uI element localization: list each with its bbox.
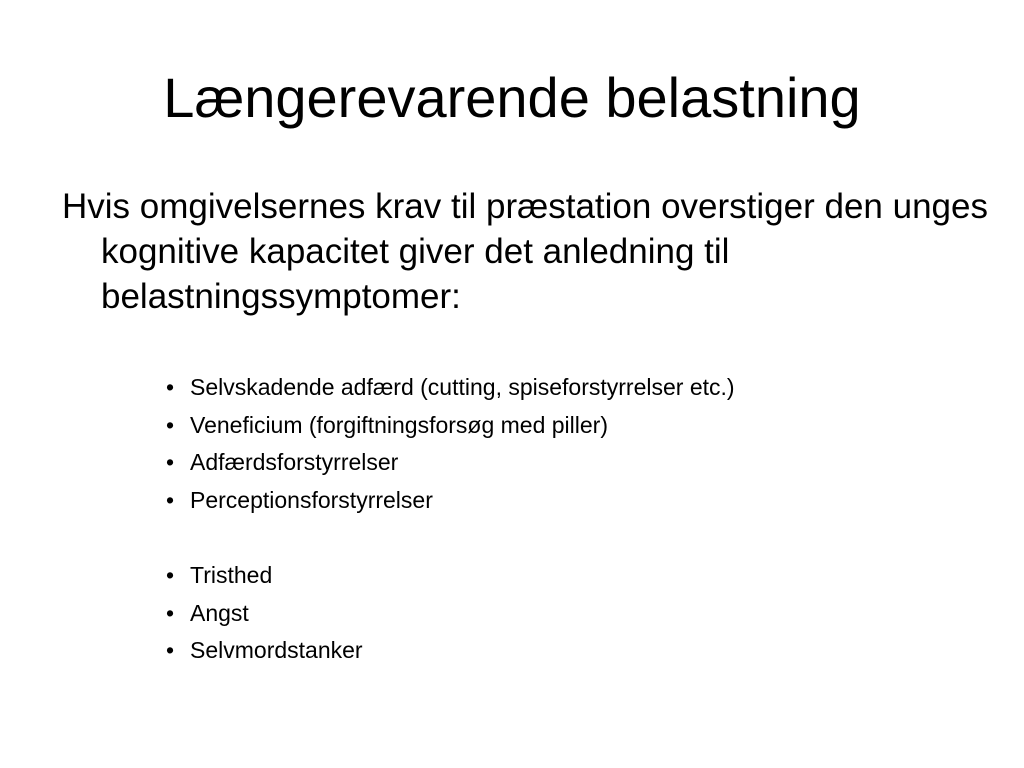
list-item-label: Veneficium (forgiftningsforsøg med piller) — [190, 411, 608, 438]
slide-title: Længerevarende belastning — [163, 66, 861, 129]
list-item-label: Angst — [190, 599, 249, 626]
list-item-label: Tristhed — [190, 562, 273, 588]
list-item — [162, 369, 735, 407]
list-item — [162, 482, 735, 520]
list-item-label: Selvskadende adfærd (cutting, spiseforstyrrelser etc.) — [190, 374, 735, 400]
bullet-icon: • — [166, 374, 175, 400]
symptom-list-behavioral — [162, 369, 735, 519]
list-item — [162, 407, 735, 445]
bullet-icon: • — [166, 486, 175, 513]
list-item — [162, 595, 363, 633]
list-item — [162, 632, 363, 670]
list-item — [162, 444, 735, 482]
bullet-icon: • — [166, 411, 175, 438]
list-item-label: Selvmordstanker — [190, 637, 363, 663]
symptom-list-emotional — [162, 557, 363, 670]
list-item — [162, 557, 363, 595]
list-item-label: Adfærdsforstyrrelser — [190, 449, 399, 475]
intro-paragraph: Hvis omgivelsernes krav til præstation overstiger den unges kognitive kapacitet giver det anledning til belastningssymptomer: — [62, 187, 988, 316]
bullet-icon: • — [166, 637, 175, 663]
list-item-label: Perceptionsforstyrrelser — [190, 486, 433, 513]
bullet-icon: • — [166, 562, 175, 588]
bullet-icon: • — [166, 599, 175, 626]
bullet-icon: • — [166, 449, 175, 475]
